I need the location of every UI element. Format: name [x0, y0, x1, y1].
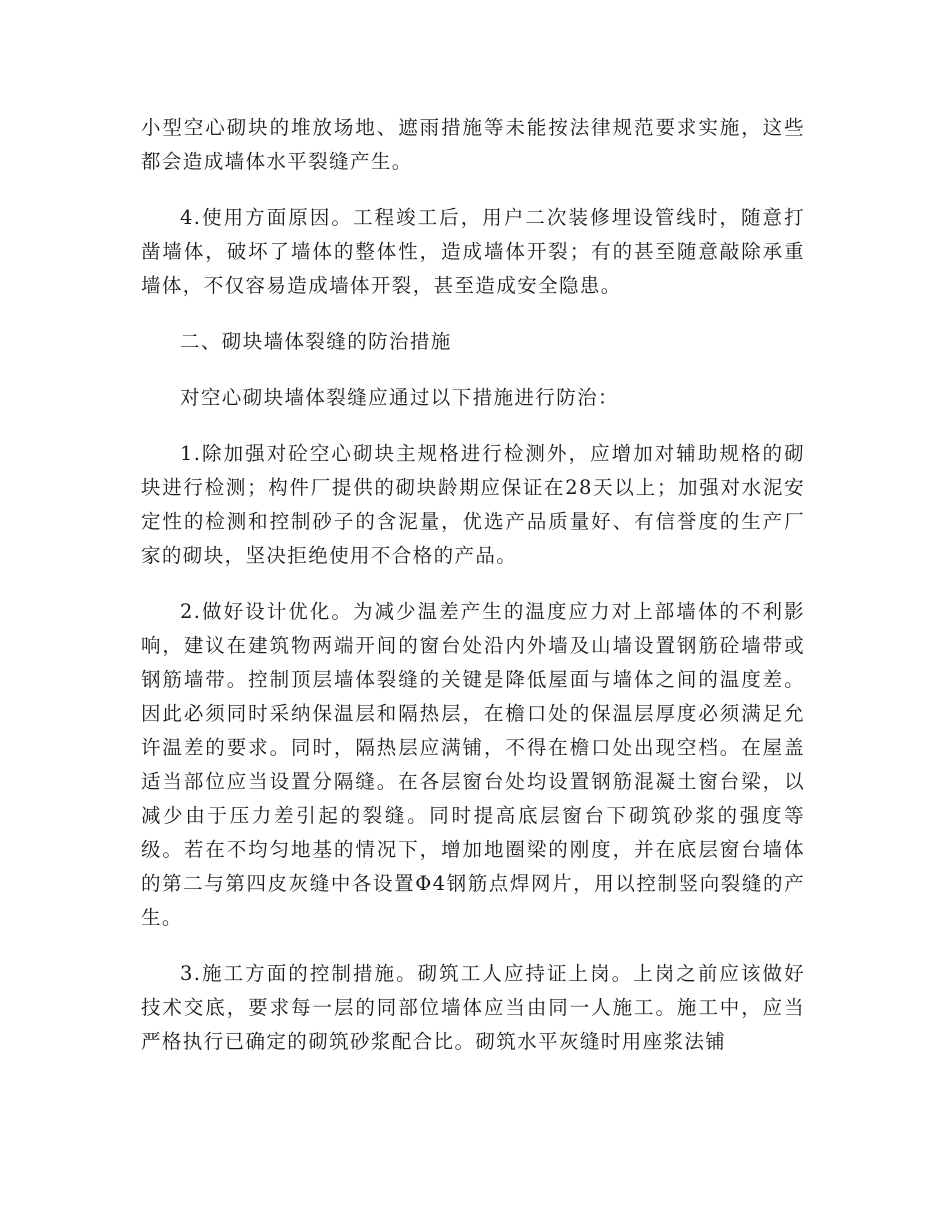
paragraph-intro-measures: 对空心砌块墙体裂缝应通过以下措施进行防治：: [180, 386, 619, 409]
paragraph-continuation: 小型空心砌块的堆放场地、遮雨措施等未能按法律规范要求实施，这些都会造成墙体水平裂缝产生。: [141, 116, 805, 173]
paragraph-usage-causes: 4.使用方面原因。工程竣工后，用户二次装修埋设管线时，随意打凿墙体，破坏了墙体的整体性，造成墙体开裂；有的甚至随意敲除承重墙体，不仅容易造成墙体开裂，甚至造成安全隐患。: [141, 206, 805, 297]
paragraph-measure-1: 1.除加强对砼空心砌块主规格进行检测外，应增加对辅助规格的砌块进行检测；构件厂提供的砌块龄期应保证在28天以上；加强对水泥安定性的检测和控制砂子的含泥量，优选产品质量好、有信誉度的生产厂家的砌块，坚决拒绝使用不合格的产品。: [141, 442, 805, 567]
document-page: [141, 111, 805, 1081]
section-heading-prevention: 二、砌块墙体裂缝的防治措施: [180, 330, 452, 353]
paragraph-measure-2: 2.做好设计优化。为减少温差产生的温度应力对上部墙体的不利影响，建议在建筑物两端开间的窗台处沿内外墙及山墙设置钢筋砼墙带或钢筋墙带。控制顶层墙体裂缝的关键是降低屋面与墙体之间的温度差。因此必须同时采纳保温层和隔热层，在檐口处的保温层厚度必须满足允许温差的要求。同时，隔热层应满铺，不得在檐口处出现空档。在屋盖适当部位应当设置分隔缝。在各层窗台处均设置钢筋混凝土窗台梁，以减少由于压力差引起的裂缝。同时提高底层窗台下砌筑砂浆的强度等级。若在不均匀地基的情况下，增加地圈梁的刚度，并在底层窗台墙体的第二与第四皮灰缝中各设置Φ4钢筋点焊网片，用以控制竖向裂缝的产生。: [141, 600, 805, 929]
paragraph-measure-3: 3.施工方面的控制措施。砌筑工人应持证上岗。上岗之前应该做好技术交底，要求每一层的同部位墙体应当由同一人施工。施工中，应当严格执行已确定的砌筑砂浆配合比。砌筑水平灰缝时用座浆法铺: [141, 962, 805, 1053]
